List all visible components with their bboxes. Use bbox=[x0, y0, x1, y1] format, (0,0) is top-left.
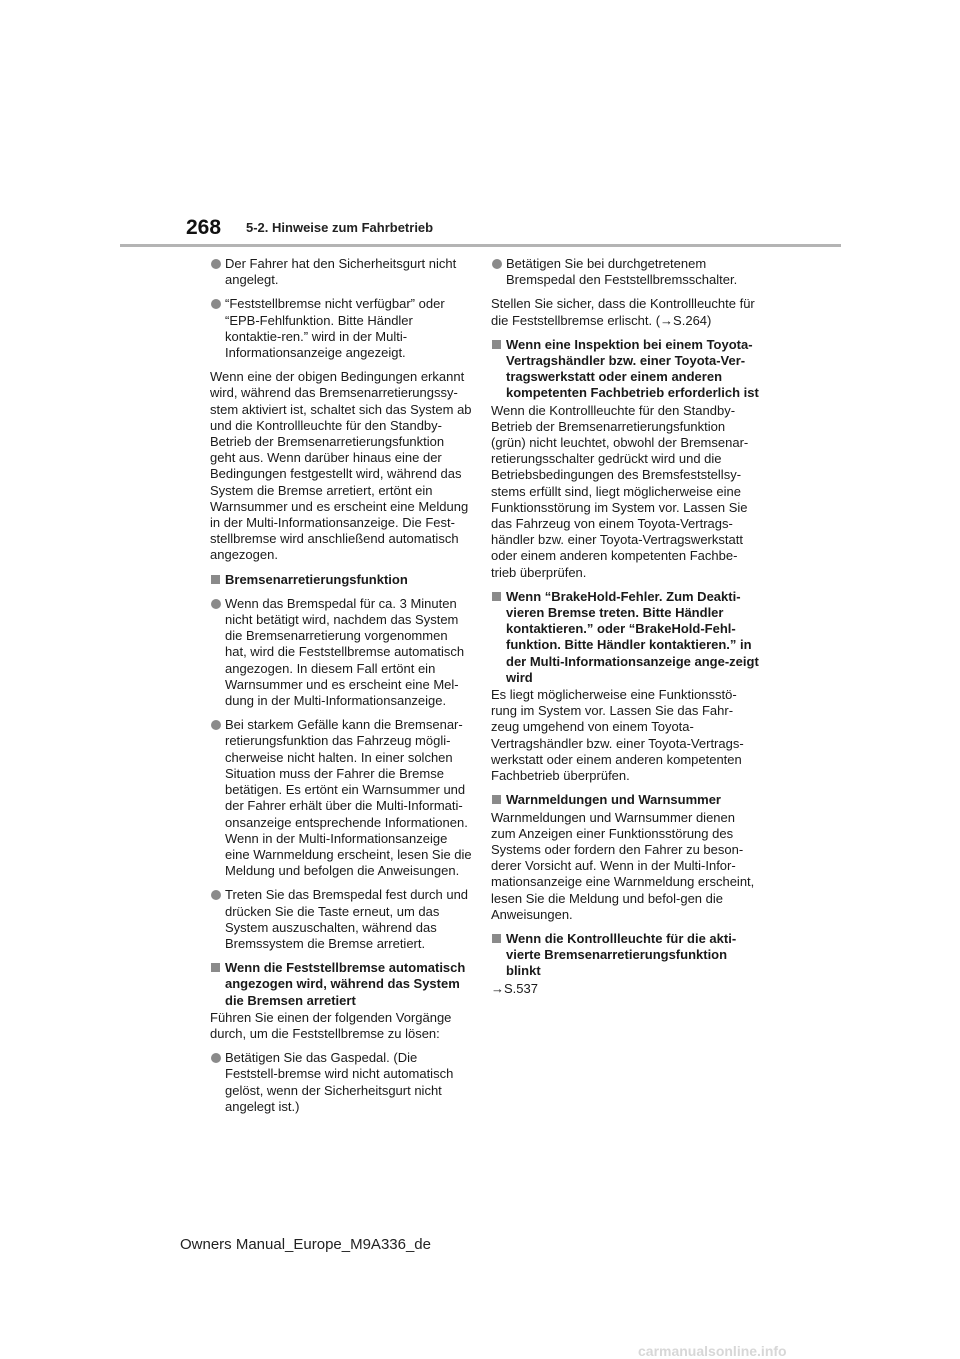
right-column bbox=[491, 256, 759, 1005]
paragraph: Es liegt möglicherweise eine Funktionsstö-rung im System vor. Lassen Sie das Fahr-zeug umgehend von einem Toyota-Vertragshändler bzw. einer Toyota-Vertrags-werkstatt oder einem anderen kompetenten Fachbetrieb überprüfen. bbox=[491, 687, 744, 784]
bullet-item bbox=[210, 717, 472, 879]
square-bullet-icon bbox=[211, 575, 220, 584]
subheading-text: Wenn die Feststellbremse automatisch angezogen wird, während das System die Bremsen arretiert bbox=[225, 960, 466, 1008]
bullet-text: Betätigen Sie das Gaspedal. (Die Feststell-bremse wird nicht automatisch gelöst, wenn der Sicherheitsgurt nicht angelegt ist.) bbox=[225, 1050, 454, 1114]
subheading bbox=[210, 572, 472, 588]
subheading bbox=[491, 931, 759, 980]
bullet-text: Bei starkem Gefälle kann die Bremsenar-retierungsfunktion das Fahrzeug mögli-cherweise nicht halten. In einer solchen Situation muss der Fahrer die Bremse betätigen. Es ertönt ein Warnsummer und der Fahrer erhält über die Multi-Informati-onsanzeige entsprechende Informationen. Wenn in der Multi-Informationsanzeige eine Warnmeldung erscheint, lesen Sie die Meldung und befolgen die Anweisungen. bbox=[225, 717, 472, 879]
subheading-text: Warnmeldungen und Warnsummer bbox=[506, 792, 721, 808]
subheading-text: Wenn eine Inspektion bei einem Toyota-Vertragshändler bzw. einer Toyota-Ver-tragswerkstatt oder einem anderen kompetenten Fachbetrieb erforderlich ist bbox=[506, 336, 759, 401]
bullet-item bbox=[210, 887, 472, 952]
paragraph: Stellen Sie sicher, dass die Kontrollleuchte für die Feststellbremse erlischt. (→S.264) bbox=[491, 296, 755, 328]
subheading-text: Wenn “BrakeHold-Fehler. Zum Deakti-vieren Bremse treten. Bitte Händler kontaktieren.” oder “BrakeHold-Fehl-funktion. Bitte Händler kontaktieren.” in der Multi-Informationsanzeige ange-zeigt wird bbox=[506, 588, 759, 685]
bullet-dot-icon bbox=[211, 720, 221, 730]
square-bullet-icon bbox=[492, 795, 501, 804]
bullet-dot-icon bbox=[211, 259, 221, 269]
bullet-item bbox=[210, 296, 472, 361]
bullet-item bbox=[210, 596, 472, 709]
page-reference: →S.537 bbox=[491, 980, 538, 996]
square-bullet-icon bbox=[211, 963, 220, 972]
bullet-dot-icon bbox=[492, 259, 502, 269]
section-title: 5-2. Hinweise zum Fahrbetrieb bbox=[246, 220, 434, 235]
bullet-text: Treten Sie das Bremspedal fest durch und drücken Sie die Taste erneut, um das System auszuschalten, während das Bremssystem die Bremse arretiert. bbox=[225, 887, 469, 951]
square-bullet-icon bbox=[492, 340, 501, 349]
bullet-item bbox=[491, 256, 759, 288]
document-name: Owners Manual_Europe_M9A336_de bbox=[180, 1236, 431, 1253]
square-bullet-icon bbox=[492, 592, 501, 601]
bullet-item bbox=[210, 256, 472, 288]
watermark: carmanualsonline.info bbox=[638, 1343, 787, 1359]
bullet-dot-icon bbox=[211, 890, 221, 900]
subheading bbox=[491, 792, 759, 808]
left-column bbox=[210, 256, 472, 1123]
square-bullet-icon bbox=[492, 934, 501, 943]
page-number: 268 bbox=[186, 216, 222, 239]
subheading bbox=[491, 337, 759, 402]
page-header bbox=[0, 0, 960, 250]
bullet-dot-icon bbox=[211, 599, 221, 609]
bullet-dot-icon bbox=[211, 1053, 221, 1063]
subheading-text: Wenn die Kontrollleuchte für die akti-vierte Bremsenarretierungsfunktion blinkt bbox=[506, 930, 737, 979]
bullet-dot-icon bbox=[211, 299, 221, 309]
paragraph: Warnmeldungen und Warnsummer dienen zum Anzeigen einer Funktionsstörung des Systems oder fordern den Fahrer zu beson-derer Vorsicht auf. Wenn in der Multi-Infor-mationsanzeige eine Warnmeldung erscheint, lesen Sie die Meldung und befol-gen die Anweisungen. bbox=[491, 809, 755, 922]
bullet-text: Der Fahrer hat den Sicherheitsgurt nicht angelegt. bbox=[225, 256, 457, 288]
bullet-text: “Feststellbremse nicht verfügbar” oder “EPB-Fehlfunktion. Bitte Händler kontaktie-ren.” wird in der Multi-Informationsanzeige angezeigt. bbox=[225, 296, 445, 361]
paragraph: Wenn eine der obigen Bedingungen erkannt wird, während das Bremsenarretierungssy-stem aktiviert ist, schaltet sich das System ab und die Kontrollleuchte für den Standby-Betrieb der Bremsenarretierungsfunktion geht aus. Wenn darüber hinaus eine der Bedingungen festgestellt wird, während das System die Bremse arretiert, ertönt ein Warnsummer und es erscheint eine Meldung in der Multi-Informationsanzeige. Die Fest-stellbremse wird anschließend automatisch angezogen. bbox=[210, 369, 472, 563]
bullet-text: Betätigen Sie bei durchgetretenem Bremspedal den Feststellbremsschalter. bbox=[506, 256, 738, 288]
subheading bbox=[210, 960, 472, 1009]
paragraph: Führen Sie einen der folgenden Vorgänge durch, um die Feststellbremse zu lösen: bbox=[210, 1009, 452, 1041]
bullet-item bbox=[210, 1050, 472, 1115]
subheading bbox=[491, 589, 759, 686]
subheading-text: Bremsenarretierungsfunktion bbox=[225, 571, 408, 587]
header-divider bbox=[120, 244, 841, 247]
bullet-text: Wenn das Bremspedal für ca. 3 Minuten nicht betätigt wird, nachdem das System die Bremsenarretierung vorgenommen hat, wird die Feststellbremse automatisch angezogen. In diesem Fall ertönt ein Warnsummer und es erscheint eine Mel-dung in der Multi-Informationsanzeige. bbox=[225, 595, 465, 709]
paragraph: Wenn die Kontrollleuchte für den Standby-Betrieb der Bremsenarretierungsfunktion (grün) nicht leuchtet, obwohl der Bremsenar-retierungsschalter gedrückt wird und die Betriebsbedingungen des Bremsfeststellsy-stems erfüllt sind, liegt möglicherweise eine Funktionsstörung im System vor. Lassen Sie das Fahrzeug von einem Toyota-Vertrags-händler bzw. einer Toyota-Vertragswerkstatt oder einem anderen kompetenten Fachbe-trieb überprüfen. bbox=[491, 402, 749, 580]
